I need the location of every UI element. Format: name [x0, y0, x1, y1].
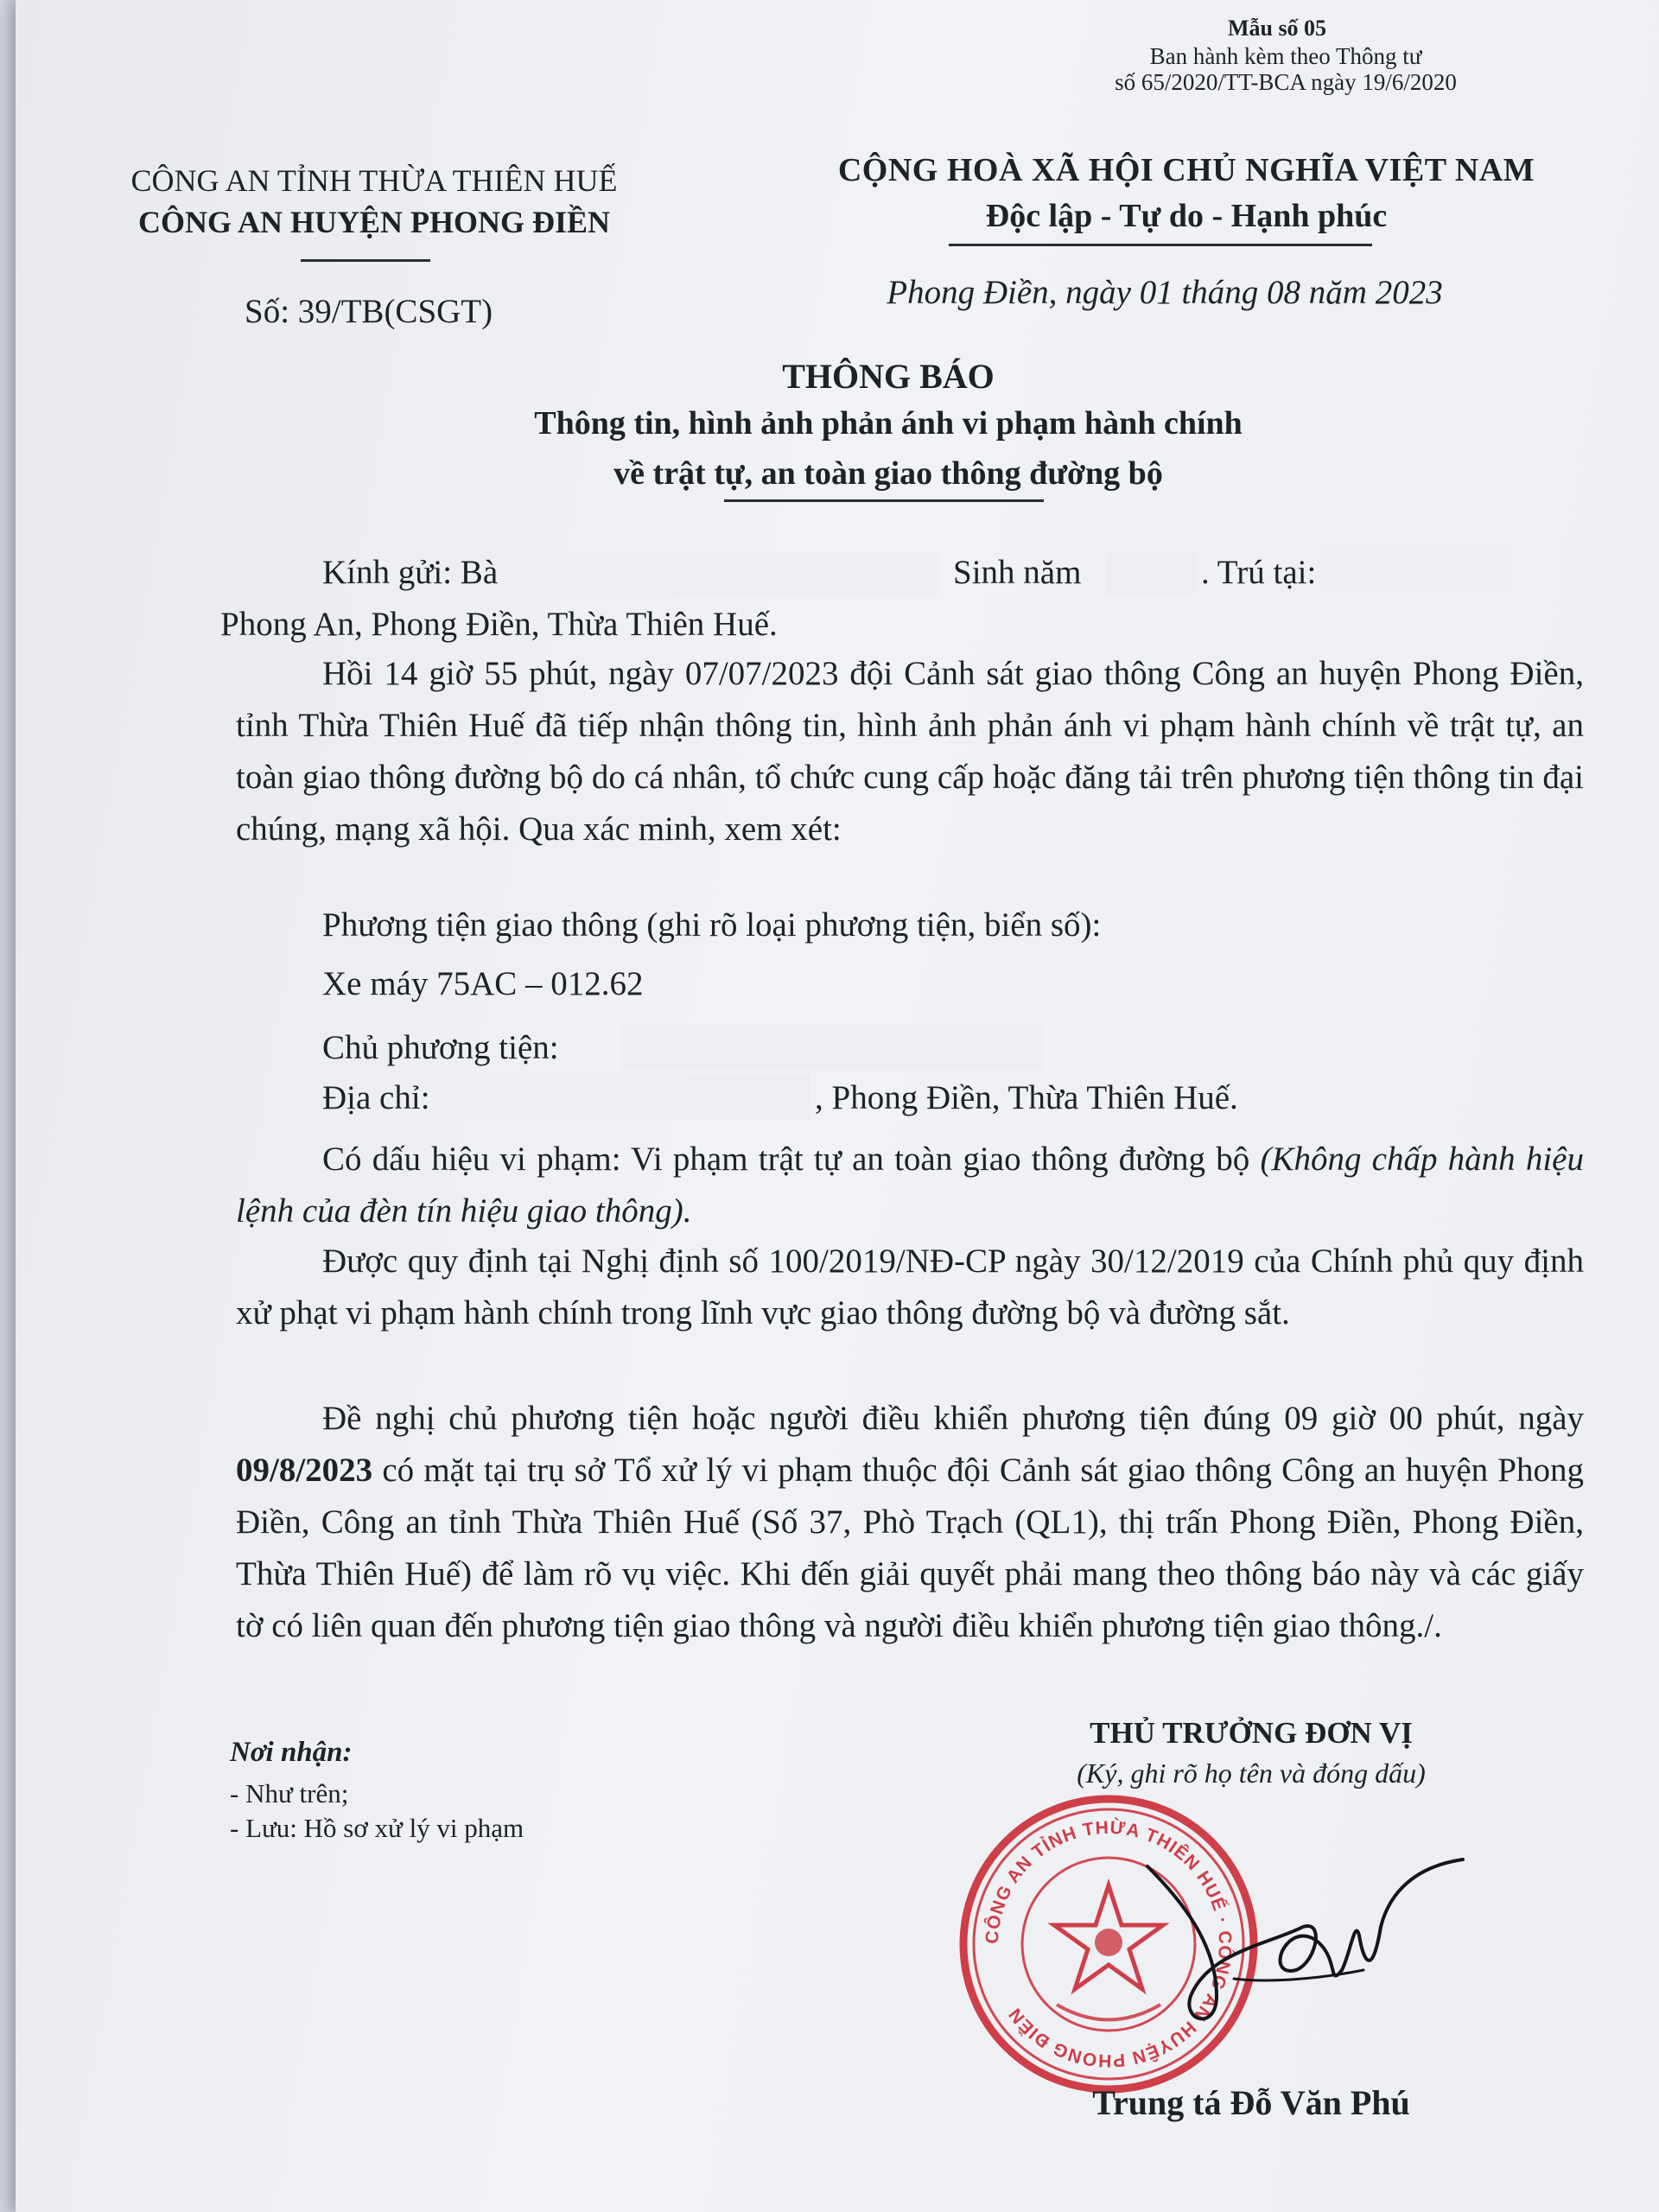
nation-motto: Độc lập - Tự do - Hạnh phúc — [985, 198, 1388, 234]
owner-label: Chủ phương tiện: — [322, 1029, 559, 1066]
greeting: Kính gửi: Bà — [322, 554, 499, 591]
address-label: Địa chỉ: — [322, 1079, 430, 1116]
nation-title: CỘNG HOÀ XÃ HỘI CHỦ NGHĨA VIỆT NAM — [837, 152, 1535, 188]
notice-title: THÔNG BÁO — [782, 357, 995, 396]
recipients-title: Nơi nhận: — [230, 1737, 353, 1768]
signature — [1122, 1849, 1484, 2048]
agency-parent: CÔNG AN TỈNH THỪA THIÊN HUẾ — [130, 163, 618, 198]
form-number: Mẫu số 05 — [1227, 16, 1327, 41]
form-issued-line2: số 65/2020/TT-BCA ngày 19/6/2020 — [1115, 69, 1457, 95]
signer-title: THỦ TRƯỞNG ĐƠN VỊ — [1090, 1716, 1413, 1750]
violation-label: Có dấu hiệu vi phạm: Vi phạm trật tự an toàn giao thông đường bộ — [322, 1141, 1250, 1178]
motto-underline — [949, 244, 1372, 246]
address-suffix: , Phong Điền, Thừa Thiên Huế. — [815, 1079, 1238, 1116]
recipient-item: - Như trên; — [230, 1778, 349, 1808]
request-paragraph — [236, 1393, 1584, 1652]
form-issued-line1: Ban hành kèm theo Thông tư — [1149, 43, 1422, 69]
violation-paragraph — [236, 1134, 1584, 1237]
notice-subtitle-1: Thông tin, hình ảnh phản ánh vi phạm hành chính — [534, 405, 1243, 442]
redacted-owner — [620, 1025, 1044, 1070]
redacted-birth-year — [1106, 553, 1197, 594]
title-underline — [724, 499, 1044, 502]
birth-label: Sinh năm — [953, 554, 1082, 591]
address-tail: Phong An, Phong Điền, Thừa Thiên Huế. — [220, 606, 778, 643]
notice-subtitle-2: về trật tự, an toàn giao thông đường bộ — [613, 455, 1163, 492]
document-page — [16, 0, 1659, 2212]
signer-name: Trung tá Đỗ Văn Phú — [1092, 2083, 1410, 2122]
document-number: Số: 39/TB(CSGT) — [245, 293, 493, 330]
request-date: 09/8/2023 — [236, 1452, 373, 1489]
paragraph-receipt: Hồi 14 giờ 55 phút, ngày 07/07/2023 đội Cảnh sát giao thông Công an huyện Phong Điền, tỉnh Thừa Thiên Huế đã tiếp nhận thông tin, hình ảnh phản ánh vi phạm hành chính về trật tự, an toàn giao thông đường bộ do cá nhân, tổ chức cung cấp hoặc đăng tải trên phương tiện thông tin đại chúng, mạng xã hội. Qua xác minh, xem xét: — [236, 655, 1584, 848]
legal-basis: Được quy định tại Nghị định số 100/2019/NĐ-CP ngày 30/12/2019 của Chính phủ quy định xử phạt vi phạm hành chính trong lĩnh vực giao thông đường bộ và đường sắt. — [236, 1243, 1584, 1332]
signer-note: (Ký, ghi rõ họ tên và đóng dấu) — [1077, 1758, 1426, 1789]
agency-name: CÔNG AN HUYỆN PHONG ĐIỀN — [137, 205, 611, 239]
vehicle-label: Phương tiện giao thông (ghi rõ loại phương tiện, biển số): — [322, 906, 1102, 944]
vehicle-value: Xe máy 75AC – 012.62 — [322, 965, 644, 1002]
stamp-text: CÔNG AN TỈNH THỪA THIÊN HUẾ · CÔNG AN HUYỆN PHONG ĐIỀN — [982, 1817, 1236, 2071]
residence-label: . Trú tại: — [1201, 554, 1317, 591]
recipient-item: - Lưu: Hồ sơ xử lý vi phạm — [230, 1813, 524, 1843]
redacted-residence — [1319, 544, 1513, 593]
agency-underline — [301, 259, 430, 262]
redacted-name — [543, 553, 940, 594]
place-date: Phong Điền, ngày 01 tháng 08 năm 2023 — [887, 274, 1443, 311]
request-post: có mặt tại trụ sở Tổ xử lý vi phạm thuộc đội Cảnh sát giao thông Công an huyện Phong Điền, Công an tỉnh Thừa Thiên Huế (Số 37, Phò Trạch (QL1), thị trấn Phong Điền, Phong Điền, Thừa Thiên Huế) để làm rõ vụ việc. Khi đến giải quyết phải mang theo thông báo này và các giấy tờ có liên quan đến phương tiện giao thông và người điều khiển phương tiện giao thông./. — [236, 1452, 1584, 1644]
request-pre: Đề nghị chủ phương tiện hoặc người điều khiển phương tiện đúng 09 giờ 00 phút, ngày — [322, 1400, 1584, 1437]
violation-detail: (Không chấp hành hiệu lệnh của đèn tín hiệu giao thông). — [236, 1141, 1584, 1230]
redacted-address — [465, 1073, 810, 1120]
